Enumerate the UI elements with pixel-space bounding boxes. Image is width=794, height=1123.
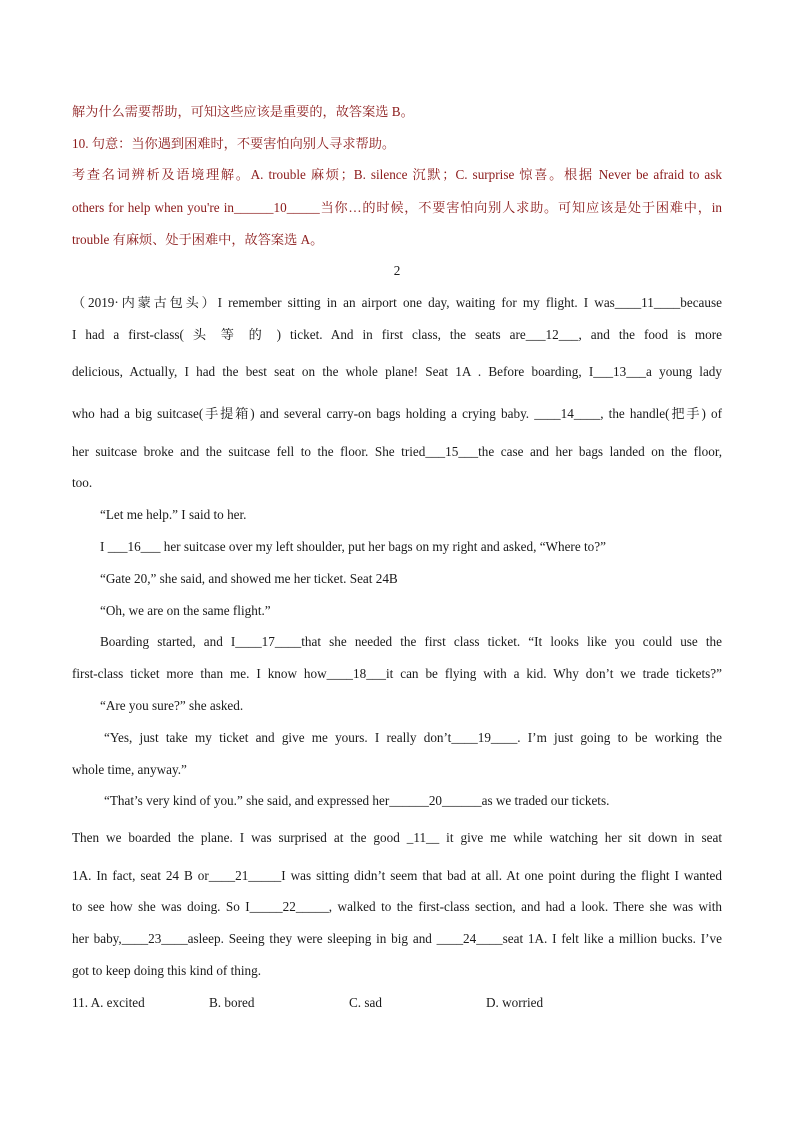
- passage-line: her suitcase broke and the suitcase fell to the floor. She tried___15___the case and her bags landed on the floor,: [72, 444, 722, 459]
- passage-paragraph: “Let me help.” I said to her.: [100, 507, 247, 522]
- passage-paragraph: “Are you sure?” she asked.: [100, 698, 244, 713]
- passage-paragraph: I ___16___ her suitcase over my left shoulder, put her bags on my right and asked, “Where to?”: [100, 539, 606, 554]
- passage-line: “Yes, just take my ticket and give me yours. I really don’t____19____. I’m just going to be working the: [104, 730, 722, 745]
- question-11-option-a: 11. A. excited: [72, 995, 145, 1010]
- passage-paragraph: “That’s very kind of you.” she said, and expressed her______20______as we traded our tickets.: [104, 793, 610, 808]
- passage-line: 1A. In fact, seat 24 B or____21_____I was sitting didn’t seem that bad at all. At one point during the flight I wanted: [72, 868, 722, 883]
- answer-analysis-line: trouble 有麻烦、处于困难中，故答案选 A。: [72, 232, 324, 247]
- passage-line: first-class ticket more than me. I know how____18___it can be flying with a kid. Why don’t we trade tickets?”: [72, 666, 722, 681]
- question-11-option-d: D. worried: [486, 995, 544, 1010]
- passage-line: I had a first-class( 头 等 的 ) ticket. And in first class, the seats are___12___, and the food is more: [72, 327, 722, 342]
- passage-paragraph: “Gate 20,” she said, and showed me her ticket. Seat 24B: [100, 571, 398, 586]
- passage-line: （2019·内蒙古包头）I remember sitting in an airport one day, waiting for my flight. I was____11____because: [72, 295, 722, 310]
- answer-analysis-line: others for help when you're in______10_____当你…的时候，不要害怕向别人求助。可知应该是处于困难中，in: [72, 200, 722, 215]
- passage-paragraph: “Oh, we are on the same flight.”: [100, 603, 271, 618]
- passage-line: Boarding started, and I____17____that she needed the first class ticket. “It looks like you could use the: [100, 634, 722, 649]
- passage-line: her baby,____23____asleep. Seeing they were sleeping in big and ____24____seat 1A. I felt like a million bucks. I’ve: [72, 931, 722, 946]
- passage-line: Then we boarded the plane. I was surprised at the good _11__ it give me while watching her sit down in seat: [72, 830, 722, 845]
- answer-sentence-meaning: 10. 句意：当你遇到困难时，不要害怕向别人寻求帮助。: [72, 136, 396, 151]
- answer-explanation-line: 解为什么需要帮助，可知这些应该是重要的，故答案选 B。: [72, 104, 414, 119]
- question-11-option-c: C. sad: [349, 995, 382, 1010]
- passage-line: delicious, Actually, I had the best seat on the whole plane! Seat 1A . Before boarding, I___13___a young lady: [72, 364, 722, 379]
- passage-line: got to keep doing this kind of thing.: [72, 963, 262, 978]
- section-number: 2: [393, 263, 401, 278]
- passage-line: too.: [72, 475, 93, 490]
- question-11-option-b: B. bored: [209, 995, 255, 1010]
- passage-line: to see how she was doing. So I_____22_____, walked to the first-class section, and had a look. There she was with: [72, 899, 722, 914]
- passage-line: whole time, anyway.”: [72, 762, 187, 777]
- answer-analysis-line: 考查名词辨析及语境理解。A. trouble 麻烦；B. silence 沉默；C. surprise 惊喜。根据 Never be afraid to ask: [72, 167, 722, 182]
- passage-line: who had a big suitcase(手提箱) and several carry-on bags holding a crying baby. ____14____, the handle(把手) of: [72, 406, 722, 421]
